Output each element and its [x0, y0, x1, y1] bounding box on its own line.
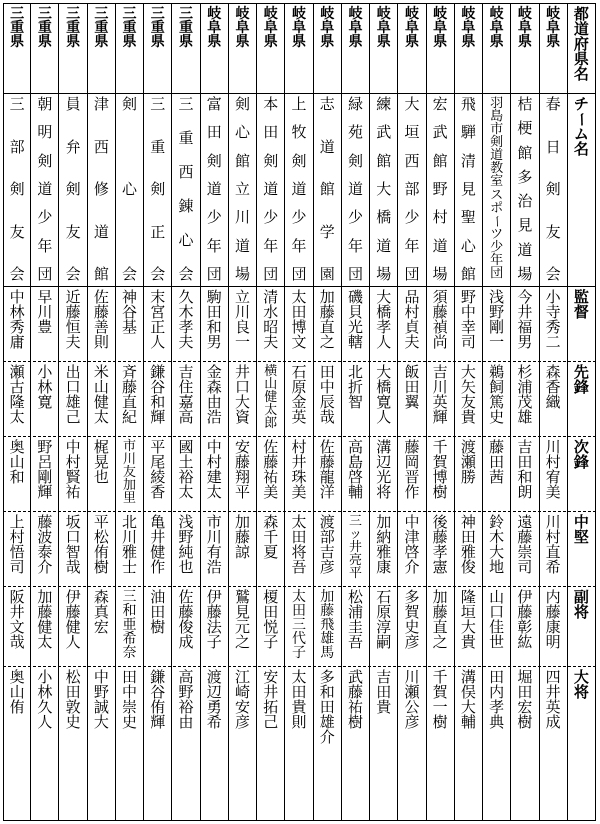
cell-taisho: 溝 俣 大 輔 — [460, 668, 476, 731]
cell-team: 羽 島 市 剣 道 教 室 ス ポ ー ツ 少 年 団 — [489, 96, 505, 282]
cell-jiho: 溝 辺 光 将 — [376, 438, 392, 501]
cell-prefecture: 三 重 県 — [66, 6, 81, 50]
cell-prefecture: 三 重 県 — [94, 6, 109, 50]
cell-coach: 立 川 良 一 — [235, 288, 251, 351]
cell-prefecture: 岐 阜 県 — [348, 6, 363, 50]
cell-coach: 近 藤 恒 夫 — [65, 288, 81, 351]
team-column — [540, 3, 568, 821]
cell-taisho: 安 井 拓 己 — [263, 668, 279, 731]
cell-jiho: 佐 藤 祐 美 — [263, 438, 279, 501]
team-column — [3, 3, 31, 821]
cell-taisho: 田 中 崇 史 — [122, 668, 138, 731]
cell-fukusho: 多 賀 史 彦 — [404, 588, 420, 651]
cell-prefecture: 三 重 県 — [10, 6, 25, 50]
cell-taisho: 小 林 久 人 — [37, 668, 53, 731]
team-column — [201, 3, 229, 821]
cell-prefecture: 岐 阜 県 — [404, 6, 419, 50]
cell-coach: 加 藤 直 之 — [319, 288, 335, 351]
cell-coach: 太 田 博 文 — [291, 288, 307, 351]
cell-fukusho: 油 田 樹 — [150, 588, 166, 636]
cell-team: 剣 心 館 立 川 道 場 — [235, 95, 251, 283]
cell-jiho: 梶 晃 也 — [93, 438, 109, 486]
cell-taisho: 高 野 裕 由 — [178, 668, 194, 731]
cell-senpo: 大 橋 寛 人 — [376, 363, 392, 426]
cell-senpo: 吉 住 嘉 高 — [178, 363, 194, 426]
cell-prefecture: 三 重 県 — [179, 6, 194, 50]
cell-fukusho: 阪 井 文 哉 — [9, 588, 25, 651]
cell-senpo: 瀬 古 隆 太 — [9, 363, 25, 426]
cell-fukusho: 榎 田 悦 子 — [263, 588, 279, 651]
cell-chuken: 神 田 雅 俊 — [460, 513, 476, 576]
cell-coach: 神 谷 基 — [122, 288, 138, 336]
cell-jiho: 國 土 裕 太 — [178, 438, 194, 501]
cell-fukusho: 隆 垣 大 貴 — [460, 588, 476, 651]
label-senpo: 先 鋒 — [573, 363, 589, 396]
cell-jiho: 村 井 珠 美 — [291, 438, 307, 501]
cell-jiho: 藤 岡 晋 作 — [404, 438, 420, 501]
label-fukusho: 副 将 — [573, 588, 589, 621]
cell-coach: 品 村 貞 夫 — [404, 288, 420, 351]
cell-taisho: 川 瀬 公 彦 — [404, 668, 420, 731]
label-team: チ ー ム 名 — [572, 95, 591, 158]
cell-jiho: 安 藤 翔 平 — [235, 438, 251, 501]
cell-chuken: 川 村 直 希 — [545, 513, 561, 576]
cell-coach: 野 中 幸 司 — [460, 288, 476, 351]
cell-coach: 大 橋 孝 人 — [376, 288, 392, 351]
team-column — [398, 3, 426, 821]
cell-team: 本 田 剣 道 少 年 団 — [263, 95, 279, 283]
row-divider — [3, 436, 596, 437]
cell-jiho: 川 村 宥 美 — [545, 438, 561, 501]
cell-taisho: 中 野 誠 大 — [93, 668, 109, 731]
cell-prefecture: 三 重 県 — [150, 6, 165, 50]
cell-chuken: 太 田 将 吾 — [291, 513, 307, 576]
cell-fukusho: 森 真 宏 — [93, 588, 109, 636]
cell-team: 練 武 館 大 橋 道 場 — [376, 95, 392, 283]
row-divider — [3, 820, 596, 821]
cell-coach: 磯 貝 光 轄 — [347, 288, 363, 351]
cell-coach: 佐 藤 善 則 — [93, 288, 109, 351]
cell-fukusho: 鷲 見 元 之 — [235, 588, 251, 651]
cell-coach: 清 水 昭 夫 — [263, 288, 279, 351]
cell-senpo: 横 山 健 太 郎 — [264, 364, 278, 431]
cell-taisho: 江 崎 安 彦 — [235, 668, 251, 731]
team-column — [285, 3, 313, 821]
cell-fukusho: 伊 藤 彰 紘 — [517, 588, 533, 651]
cell-senpo: 田 中 辰 哉 — [319, 363, 335, 426]
cell-jiho: 市 川 友 加 里 — [123, 439, 137, 506]
row-divider — [3, 361, 596, 362]
team-column — [31, 3, 59, 821]
cell-chuken: 三 ッ 井 亮 平 — [348, 514, 362, 581]
cell-prefecture: 三 重 県 — [122, 6, 137, 50]
cell-jiho: 佐 藤 龍 洋 — [319, 438, 335, 501]
team-column — [511, 3, 539, 821]
row-divider — [3, 586, 596, 587]
cell-senpo: 小 林 寛 — [37, 363, 53, 411]
team-column — [144, 3, 172, 821]
label-coach: 監 督 — [573, 288, 589, 321]
cell-chuken: 遠 藤 崇 司 — [517, 513, 533, 576]
cell-fukusho: 加 藤 直 之 — [432, 588, 448, 651]
row-divider — [3, 3, 596, 4]
team-column — [116, 3, 144, 821]
cell-jiho: 吉 田 和 朗 — [517, 438, 533, 501]
label-taisho: 大 将 — [573, 668, 589, 701]
cell-coach: 浅 野 剛 一 — [489, 288, 505, 351]
cell-taisho: 太 田 貴 則 — [291, 668, 307, 731]
cell-jiho: 渡 瀬 勝 — [460, 438, 476, 486]
roster-table — [3, 3, 596, 821]
cell-senpo: 飯 田 翼 — [404, 363, 420, 411]
cell-chuken: 森 千 夏 — [263, 513, 279, 561]
row-divider — [3, 93, 596, 94]
cell-taisho: 吉 田 貴 — [376, 668, 392, 716]
cell-team: 上 牧 剣 道 少 年 団 — [291, 95, 307, 283]
cell-senpo: 米 山 健 太 — [93, 363, 109, 426]
cell-team: 志 道 館 学 園 — [319, 95, 335, 283]
cell-jiho: 奥 山 和 — [9, 438, 25, 486]
label-chuken: 中 堅 — [573, 513, 589, 546]
cell-senpo: 斉 藤 直 紀 — [122, 363, 138, 426]
cell-team: 春 日 剣 友 会 — [545, 95, 561, 283]
cell-senpo: 北 折 智 — [347, 363, 363, 411]
cell-prefecture: 岐 阜 県 — [207, 6, 222, 50]
cell-taisho: 武 藤 祐 樹 — [347, 668, 363, 731]
cell-prefecture: 岐 阜 県 — [235, 6, 250, 50]
cell-chuken: 市 川 有 浩 — [206, 513, 222, 576]
team-column — [257, 3, 285, 821]
cell-senpo: 大 矢 友 貴 — [460, 363, 476, 426]
team-column — [172, 3, 200, 821]
cell-fukusho: 伊 藤 健 人 — [65, 588, 81, 651]
cell-prefecture: 岐 阜 県 — [291, 6, 306, 50]
cell-coach: 早 川 豊 — [37, 288, 53, 336]
cell-fukusho: 松 浦 圭 吾 — [347, 588, 363, 651]
cell-team: 桔 梗 館 多 治 見 道 場 — [517, 95, 533, 283]
team-column — [229, 3, 257, 821]
team-column — [88, 3, 116, 821]
cell-prefecture: 岐 阜 県 — [461, 6, 476, 50]
cell-team: 大 垣 西 部 少 年 団 — [404, 95, 420, 283]
cell-chuken: 加 納 雅 康 — [376, 513, 392, 576]
cell-jiho: 平 尾 綾 香 — [150, 438, 166, 501]
cell-fukusho: 内 藤 康 明 — [545, 588, 561, 651]
cell-team: 飛 騨 清 見 聖 心 館 — [460, 95, 476, 283]
cell-team: 宏 武 館 野 村 道 場 — [432, 95, 448, 283]
cell-senpo: 井 口 大 資 — [235, 363, 251, 426]
cell-senpo: 石 原 金 英 — [291, 363, 307, 426]
team-column — [483, 3, 511, 821]
cell-senpo: 森 香 織 — [545, 363, 561, 411]
cell-jiho: 野 呂 剛 輝 — [37, 438, 53, 501]
cell-fukusho: 佐 藤 俊 成 — [178, 588, 194, 651]
cell-coach: 駒 田 和 男 — [206, 288, 222, 351]
cell-team: 津 西 修 道 館 — [93, 95, 109, 283]
label-jiho: 次 鋒 — [573, 438, 589, 471]
cell-coach: 今 井 福 男 — [517, 288, 533, 351]
cell-prefecture: 岐 阜 県 — [320, 6, 335, 50]
cell-fukusho: 山 口 佳 世 — [489, 588, 505, 651]
cell-chuken: 藤 波 泰 介 — [37, 513, 53, 576]
team-column — [342, 3, 370, 821]
cell-senpo: 杉 浦 茂 雄 — [517, 363, 533, 426]
cell-prefecture: 三 重 県 — [37, 6, 52, 50]
cell-team: 朝 明 剣 道 少 年 団 — [37, 95, 53, 283]
cell-jiho: 千 賀 博 樹 — [432, 438, 448, 501]
cell-senpo: 金 森 由 浩 — [206, 363, 222, 426]
cell-senpo: 出 口 雄 己 — [65, 363, 81, 426]
cell-team: 三 重 剣 正 会 — [150, 95, 166, 283]
row-divider — [3, 666, 596, 667]
row-divider — [3, 286, 596, 287]
team-column — [59, 3, 87, 821]
cell-chuken: 浅 野 純 也 — [178, 513, 194, 576]
cell-team: 緑 苑 剣 道 少 年 団 — [347, 95, 363, 283]
cell-chuken: 鈴 木 大 地 — [489, 513, 505, 576]
cell-fukusho: 伊 藤 法 子 — [206, 588, 222, 651]
cell-jiho: 中 村 建 太 — [206, 438, 222, 501]
cell-chuken: 坂 口 智 哉 — [65, 513, 81, 576]
cell-senpo: 鎌 谷 和 輝 — [150, 363, 166, 426]
cell-chuken: 渡 部 吉 彦 — [319, 513, 335, 576]
cell-chuken: 上 村 悟 司 — [9, 513, 25, 576]
cell-senpo: 鵜 飼 篤 史 — [489, 363, 505, 426]
cell-prefecture: 岐 阜 県 — [489, 6, 504, 50]
cell-coach: 小 寺 秀 二 — [545, 288, 561, 351]
cell-jiho: 中 村 賢 祐 — [65, 438, 81, 501]
cell-taisho: 多 和 田 雄 介 — [319, 668, 335, 746]
cell-chuken: 北 川 雅 士 — [122, 513, 138, 576]
cell-team: 員 弁 剣 友 会 — [65, 95, 81, 283]
cell-coach: 久 木 孝 夫 — [178, 288, 194, 351]
cell-taisho: 松 田 敦 史 — [65, 668, 81, 731]
cell-team: 三 重 西 錬 心 会 — [178, 95, 194, 283]
cell-fukusho: 加 藤 飛 雄 馬 — [320, 589, 335, 661]
cell-taisho: 千 賀 一 樹 — [432, 668, 448, 731]
cell-fukusho: 加 藤 健 太 — [37, 588, 53, 651]
cell-taisho: 鎌 谷 侑 輝 — [150, 668, 166, 731]
row-divider — [3, 511, 596, 512]
cell-taisho: 田 内 孝 典 — [489, 668, 505, 731]
cell-team: 剣 心 会 — [122, 95, 138, 283]
cell-senpo: 吉 川 英 輝 — [432, 363, 448, 426]
cell-chuken: 亀 井 健 作 — [150, 513, 166, 576]
cell-prefecture: 岐 阜 県 — [263, 6, 278, 50]
team-column — [455, 3, 483, 821]
cell-coach: 末 宮 正 人 — [150, 288, 166, 351]
cell-chuken: 平 松 侑 樹 — [93, 513, 109, 576]
cell-prefecture: 岐 阜 県 — [517, 6, 532, 50]
cell-taisho: 奥 山 侑 — [9, 668, 25, 716]
cell-chuken: 中 津 啓 介 — [404, 513, 420, 576]
cell-taisho: 四 井 英 成 — [545, 668, 561, 731]
cell-prefecture: 岐 阜 県 — [546, 6, 561, 50]
label-column — [568, 3, 596, 821]
cell-jiho: 高 島 啓 輔 — [347, 438, 363, 501]
cell-prefecture: 岐 阜 県 — [433, 6, 448, 50]
cell-team: 富 田 剣 道 少 年 団 — [206, 95, 222, 283]
cell-chuken: 後 藤 孝 憲 — [432, 513, 448, 576]
cell-prefecture: 岐 阜 県 — [376, 6, 391, 50]
cell-fukusho: 三 和 亜 希 奈 — [122, 589, 137, 661]
cell-fukusho: 石 原 淳 嗣 — [376, 588, 392, 651]
team-column — [370, 3, 398, 821]
team-column — [314, 3, 342, 821]
cell-taisho: 堀 田 宏 樹 — [517, 668, 533, 731]
cell-taisho: 渡 辺 勇 希 — [206, 668, 222, 731]
team-column — [427, 3, 455, 821]
label-prefecture: 都 道 府 県 名 — [573, 5, 589, 83]
cell-fukusho: 太 田 三 代 子 — [291, 589, 306, 661]
cell-jiho: 藤 田 茜 — [489, 438, 505, 486]
cell-coach: 中 林 秀 庸 — [9, 288, 25, 351]
cell-coach: 須 藤 禎 尚 — [432, 288, 448, 351]
cell-team: 三 部 剣 友 会 — [9, 95, 25, 283]
cell-chuken: 加 藤 諒 — [235, 513, 251, 561]
